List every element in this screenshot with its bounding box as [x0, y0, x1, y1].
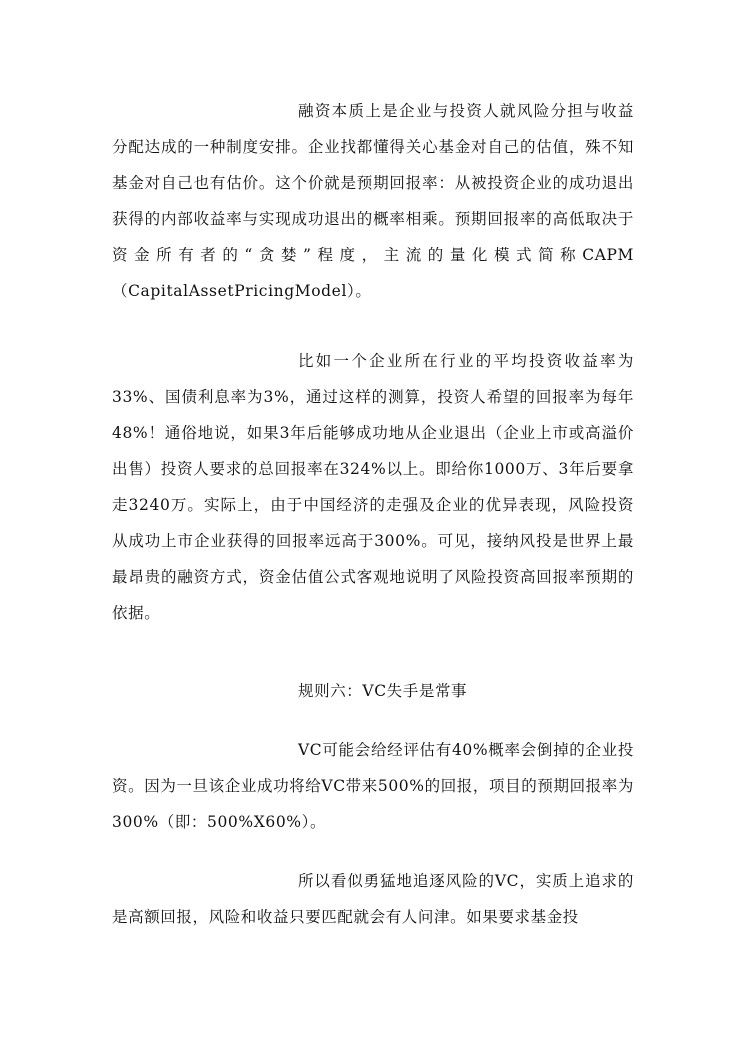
section-heading-rule-six: 规则六：VC失手是常事 — [298, 682, 468, 700]
paragraph-vc-risk: 所以看似勇猛地追逐风险的VC，实质上追求的是高额回报，风险和收益只要匹配就会有人问津。如果要求基金投 — [112, 872, 634, 926]
paragraph-vc-investment: VC可能会给经评估有40%概率会倒掉的企业投资。因为一旦该企业成功将给VC带来500%的回报，项目的预期回报率为300%（即：500%X60%）。 — [112, 741, 634, 831]
paragraph-financing-essence: 融资本质上是企业与投资人就风险分担与收益分配达成的一种制度安排。企业找都懂得关心基金对自己的估值，殊不知基金对自己也有估价。这个价就是预期回报率：从被投资企业的成功退出获得的内部收益率与实现成功退出的概率相乘。预期回报率的高低取决于资金所有者的“贪婪”程度，主流的量化模式简称CAPM（CapitalAssetPricingModel）。 — [112, 102, 634, 300]
paragraph-return-example: 比如一个企业所在行业的平均投资收益率为33%、国债利息率为3%，通过这样的测算，投资人希望的回报率为每年48%！通俗地说，如果3年后能够成功地从企业退出（企业上市或高溢价出售）投资人要求的总回报率在324%以上。即给你1000万、3年后要拿走3240万。实际上，由于中国经济的走强及企业的优异表现，风险投资从成功上市企业获得的回报率远高于300%。可见，接纳风投是世界上最最昂贵的融资方式，资金估值公式客观地说明了风险投资高回报率预期的依据。 — [112, 352, 634, 622]
